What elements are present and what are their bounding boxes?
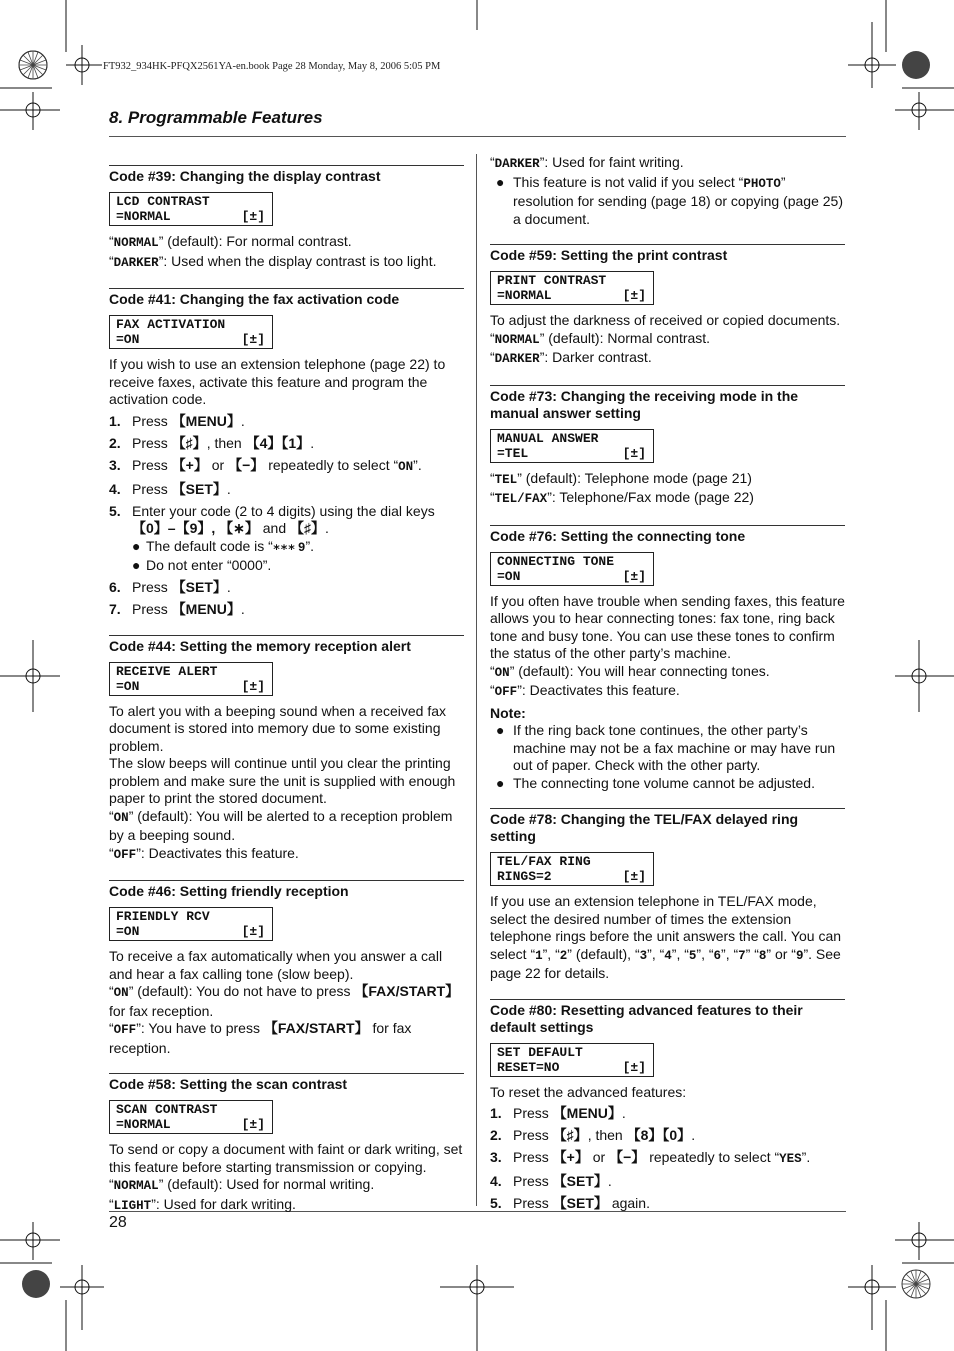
- lcd-line-2: RINGS=2: [497, 869, 552, 884]
- section-title: Code #44: Setting the memory reception alert: [109, 635, 464, 655]
- body-text: If you often have trouble when sending faxes, this feature allows you to hear connecting tones: fax tone, ring back tone and busy tone. You can use these tones to confirm the status of the other party’s machine.: [490, 592, 845, 661]
- plus-minus-icon: [±]: [241, 332, 265, 347]
- body-text: To receive a fax automatically when you answer a call and hear a fax calling tone (slow beep).: [109, 948, 443, 982]
- list-item: 4. Press 【SET】.: [490, 1173, 612, 1189]
- list-item: 5. Enter your code (2 to 4 digits) using the dial keys 【0】–【9】, 【∗】 and 【♯】. ● The default code is “∗∗∗ 9”. ● Do not enter “0000”.: [109, 503, 464, 575]
- body-text: To alert you with a beeping sound when a received fax document is stored into memory due to some existing problem.: [109, 702, 446, 754]
- lcd-line-1: MANUAL ANSWER: [497, 430, 599, 446]
- lcd-display: [490, 429, 654, 463]
- lcd-line-2: =TEL: [497, 445, 529, 461]
- list-item: 6. Press 【SET】.: [109, 579, 231, 595]
- body-text: If you use an extension telephone in TEL/FAX mode, select the desired number of times the extension telephone rings before the unit answers the call. You can select “1”, “2” (default), “3”, “4”, “5”, “6”, “7” “8” or “9”. See page 22 for details.: [490, 893, 842, 981]
- lcd-display: [109, 662, 273, 696]
- section-code-76: [490, 525, 845, 793]
- page-number: 28: [109, 1214, 127, 1231]
- option-text: “LIGHT”: Used for dark writing.: [109, 1195, 296, 1213]
- body-text: To adjust the darkness of received or copied documents.: [490, 312, 841, 328]
- section-code-41: [109, 288, 464, 619]
- lcd-line-1: FAX ACTIVATION: [116, 317, 226, 332]
- lcd-line-1: TEL/FAX RING: [497, 854, 591, 869]
- lcd-line-2: =ON: [116, 332, 140, 347]
- crosshair-mark: [66, 45, 102, 85]
- lcd-line-1: SET DEFAULT: [497, 1044, 583, 1060]
- section-continued: [490, 154, 845, 228]
- body-text: The slow beeps will continue until you clear the printing problem and make sure the unit is supplied with enough paper to print the stored document.: [109, 755, 456, 806]
- book-info: FT932_934HK-PFQX2561YA-en.book Page 28 Monday, May 8, 2006 5:05 PM: [103, 61, 441, 72]
- section-title: Code #73: Changing the receiving mode in the manual answer setting: [490, 385, 845, 422]
- bullet-item: ● The default code is “∗∗∗ 9”.: [132, 537, 314, 555]
- lcd-line-2: =ON: [116, 924, 140, 939]
- section-code-78: [490, 808, 845, 983]
- lcd-line-2: =ON: [116, 678, 140, 694]
- list-item: 2. Press 【♯】, then 【4】【1】.: [109, 434, 315, 451]
- option-text: “ON” (default): You do not have to press 【FAX/START】 for fax reception.: [109, 983, 460, 1019]
- chapter-title: 8. Programmable Features: [109, 108, 323, 127]
- option-text: “NORMAL” (default): Normal contrast.: [490, 329, 711, 347]
- option-text: “ON” (default): You will be alerted to a reception problem by a beeping sound.: [109, 807, 453, 843]
- section-code-73: [490, 385, 845, 509]
- list-item: 4. Press 【SET】.: [109, 480, 231, 497]
- option-text: “OFF”: You have to press 【FAX/START】 for fax reception.: [109, 1020, 412, 1056]
- lcd-display: [490, 852, 654, 886]
- section-title: Code #46: Setting friendly reception: [109, 880, 464, 900]
- section-title: Code #58: Setting the scan contrast: [109, 1073, 464, 1093]
- bullet-item: ● If the ring back tone continues, the other party’s machine may not be a fax machine or may have run out of paper. Check with the other party.: [496, 722, 836, 773]
- section-code-46: [109, 880, 464, 1057]
- lcd-display: [490, 1043, 654, 1077]
- lcd-line-1: CONNECTING TONE: [497, 553, 615, 569]
- lcd-display: [109, 192, 273, 226]
- list-item: 7. Press 【MENU】.: [109, 601, 245, 617]
- column-divider: [476, 154, 477, 1206]
- option-text: “TEL” (default): Telephone mode (page 21): [490, 469, 752, 487]
- list-item: 3. Press 【+】 or 【−】 repeatedly to select “YES”.: [490, 1149, 811, 1166]
- option-text: “DARKER”: Darker contrast.: [490, 349, 652, 366]
- lcd-line-2: =ON: [497, 568, 521, 584]
- lcd-display: [490, 271, 654, 305]
- section-title: Code #59: Setting the print contrast: [490, 244, 845, 264]
- section-title: Code #39: Changing the display contrast: [109, 165, 464, 185]
- lcd-line-2: RESET=NO: [497, 1059, 560, 1075]
- left-column: [109, 150, 464, 1231]
- option-text: “NORMAL” (default): Used for normal writing.: [109, 1176, 375, 1193]
- section-code-44: [109, 635, 464, 865]
- lcd-line-2: =NORMAL: [116, 1117, 171, 1132]
- plus-minus-icon: [±]: [622, 568, 646, 584]
- plus-minus-icon: [±]: [622, 869, 646, 884]
- option-text: “OFF”: Deactivates this feature.: [109, 844, 299, 862]
- plus-minus-icon: [±]: [622, 288, 646, 303]
- lcd-line-1: RECEIVE ALERT: [116, 663, 218, 679]
- section-title: Code #80: Resetting advanced features to their default settings: [490, 999, 845, 1036]
- bullet-item: ● Do not enter “0000”.: [132, 557, 272, 573]
- plus-minus-icon: [±]: [241, 209, 265, 224]
- lcd-line-1: SCAN CONTRAST: [116, 1102, 218, 1117]
- bullet-item: ● The connecting tone volume cannot be adjusted.: [496, 774, 815, 791]
- lcd-display: [109, 1100, 273, 1134]
- lcd-line-2: =NORMAL: [497, 288, 552, 303]
- list-item: 5. Press 【SET】 again.: [490, 1195, 650, 1211]
- section-code-58: [109, 1073, 464, 1215]
- list-item: 1. Press 【MENU】.: [109, 412, 245, 429]
- step-list: [490, 1105, 845, 1213]
- lcd-line-1: PRINT CONTRAST: [497, 273, 607, 288]
- lcd-line-1: FRIENDLY RCV: [116, 909, 210, 924]
- option-text: “DARKER”: Used for faint writing.: [490, 154, 684, 171]
- list-item: 2. Press 【♯】, then 【8】【0】.: [490, 1127, 696, 1143]
- body-text: To send or copy a document with faint or dark writing, set this feature before starting transmission or copying.: [109, 1141, 463, 1175]
- plus-minus-icon: [±]: [622, 445, 646, 461]
- list-item: 1. Press 【MENU】.: [490, 1105, 626, 1121]
- lcd-line-1: LCD CONTRAST: [116, 194, 210, 209]
- section-code-39: [109, 165, 464, 272]
- section-code-80: [490, 999, 845, 1213]
- option-text: “OFF”: Deactivates this feature.: [490, 682, 680, 699]
- right-column: [490, 150, 845, 1229]
- intro-text: To reset the advanced features:: [490, 1083, 687, 1100]
- list-item: 3. Press 【+】 or 【−】 repeatedly to select “ON”.: [109, 456, 422, 474]
- plus-minus-icon: [±]: [241, 1117, 265, 1132]
- plus-minus-icon: [±]: [622, 1059, 646, 1075]
- section-title: Code #41: Changing the fax activation code: [109, 288, 464, 308]
- lcd-display: [109, 315, 273, 349]
- intro-text: If you wish to use an extension telephone (page 22) to receive faxes, activate this feature and program the activation code.: [109, 356, 446, 407]
- lcd-line-2: =NORMAL: [116, 209, 171, 224]
- bullet-item: ● This feature is not valid if you select “PHOTO” resolution for sending (page 18) or copying (page 25) a document.: [496, 173, 843, 227]
- option-text: “TEL/FAX”: Telephone/Fax mode (page 22): [490, 489, 754, 506]
- option-text: “NORMAL” (default): For normal contrast.: [109, 233, 352, 250]
- option-text: “ON” (default): You will hear connecting tones.: [490, 662, 770, 680]
- plus-minus-icon: [±]: [241, 678, 265, 694]
- step-list: [109, 413, 464, 619]
- section-title: Code #78: Changing the TEL/FAX delayed ring setting: [490, 808, 845, 845]
- header-rule: [109, 136, 846, 137]
- section-code-59: [490, 244, 845, 369]
- note-label: Note:: [490, 704, 526, 721]
- option-text: “DARKER”: Used when the display contrast is too light.: [109, 252, 437, 270]
- lcd-display: [109, 907, 273, 941]
- plus-minus-icon: [±]: [241, 924, 265, 939]
- section-title: Code #76: Setting the connecting tone: [490, 525, 845, 545]
- lcd-display: [490, 552, 654, 586]
